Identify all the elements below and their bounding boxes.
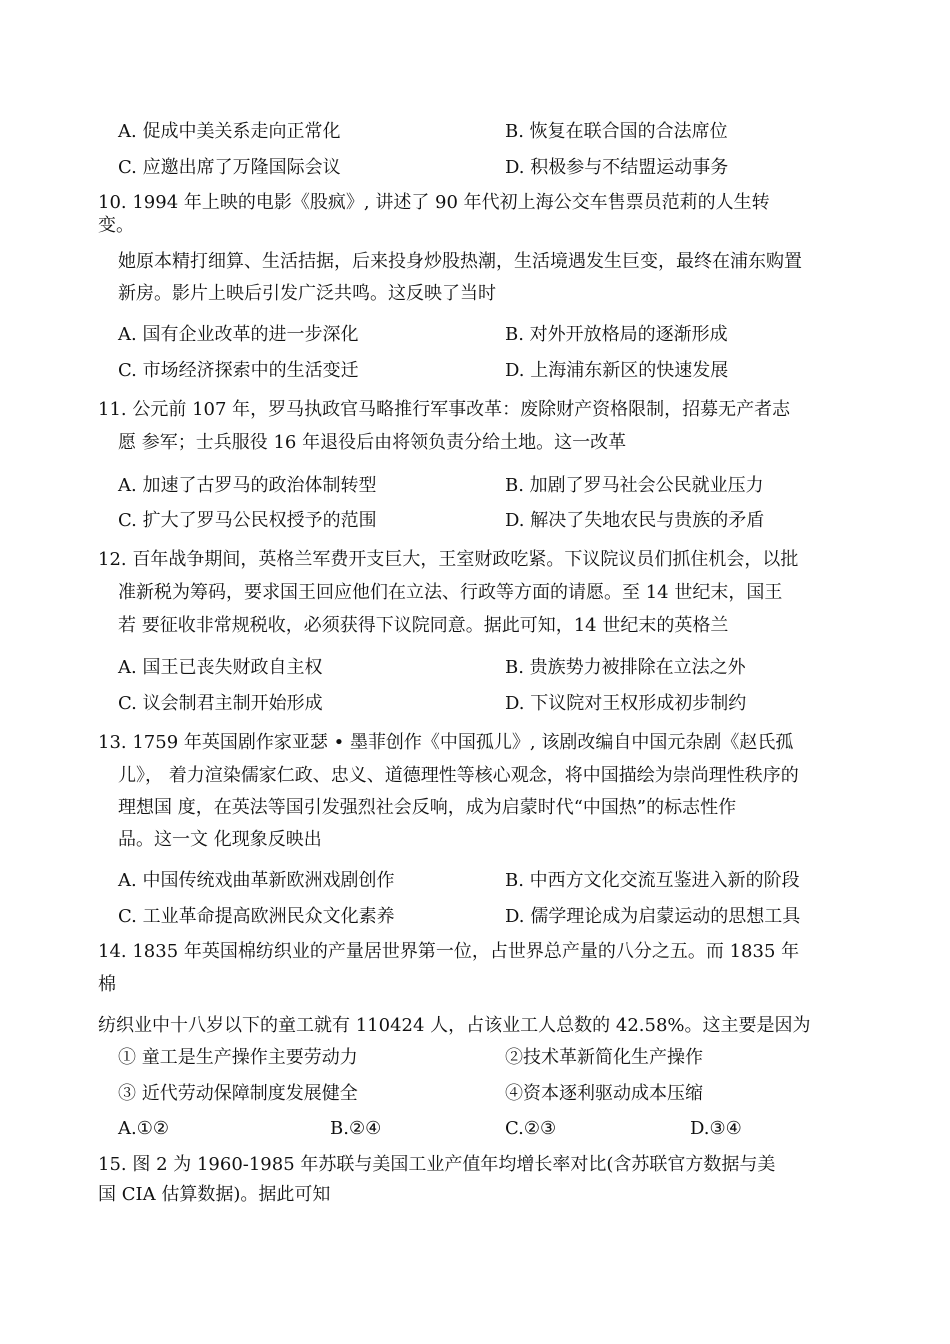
q11-option-d: D. 解决了失地农民与贵族的矛盾 <box>505 510 765 531</box>
q11-stem-line-2: 愿 参军；士兵服役 16 年退役后由将领负责分给土地。这一改革 <box>118 432 627 453</box>
q12-stem-line-2: 准新税为筹码，要求国王回应他们在立法、行政等方面的请愿。至 14 世纪末，国王 <box>118 582 783 603</box>
q14-option-a: A.①② <box>118 1118 169 1139</box>
q9-option-a: A. 促成中美关系走向正常化 <box>118 121 341 142</box>
q10-stem-line-2: 变。 <box>98 215 134 236</box>
q11-stem-line-1: 11. 公元前 107 年，罗马执政官马略推行军事改革：废除财产资格限制，招募无产者志 <box>98 399 791 420</box>
q14-option-b: B.②④ <box>330 1118 382 1139</box>
q13-stem-line-4: 品。这一文 化现象反映出 <box>118 829 322 850</box>
q11-option-c: C. 扩大了罗马公民权授予的范围 <box>118 510 377 531</box>
q9-option-b: B. 恢复在联合国的合法席位 <box>505 121 728 142</box>
q12-stem-line-3: 若 要征收非常规税收，必须获得下议院同意。据此可知，14 世纪末的英格兰 <box>118 615 729 636</box>
q12-option-c: C. 议会制君主制开始形成 <box>118 693 323 714</box>
q13-option-d: D. 儒学理论成为启蒙运动的思想工具 <box>505 906 801 927</box>
q12-option-a: A. 国王已丧失财政自主权 <box>118 657 323 678</box>
q10-stem-line-1: 10. 1994 年上映的电影《股疯》, 讲述了 90 年代初上海公交车售票员范莉的人生转 <box>98 192 770 213</box>
q10-stem-line-4: 新房。影片上映后引发广泛共鸣。这反映了当时 <box>118 283 496 304</box>
q12-stem-line-1: 12. 百年战争期间，英格兰军费开支巨大，王室财政吃紧。下议院议员们抓住机会，以批 <box>98 549 799 570</box>
q9-option-d: D. 积极参与不结盟运动事务 <box>505 157 729 178</box>
q14-option-c: C.②③ <box>505 1118 557 1139</box>
q14-option-d: D.③④ <box>690 1118 742 1139</box>
q13-stem-line-1: 13. 1759 年英国剧作家亚瑟 • 墨菲创作《中国孤儿》, 该剧改编自中国元杂剧《赵氏孤 <box>98 732 794 753</box>
q10-stem-line-3: 她原本精打细算、生活拮据，后来投身炒股热潮，生活境遇发生巨变，最终在浦东购置 <box>118 251 802 272</box>
q15-stem-line-1: 15. 图 2 为 1960-1985 年苏联与美国工业产值年均增长率对比(含苏联官方数据与美 <box>98 1154 776 1175</box>
q14-item-3: ③ 近代劳动保障制度发展健全 <box>118 1083 358 1104</box>
q15-stem-line-2: 国 CIA 估算数据)。据此可知 <box>98 1184 331 1205</box>
q14-item-1: ① 童工是生产操作主要劳动力 <box>118 1047 358 1068</box>
q11-option-b: B. 加剧了罗马社会公民就业压力 <box>505 475 764 496</box>
q13-stem-line-2: 儿》， 着力渲染儒家仁政、忠义、道德理性等核心观念，将中国描绘为崇尚理性秩序的 <box>118 765 799 786</box>
q13-option-a: A. 中国传统戏曲革新欧洲戏剧创作 <box>118 870 395 891</box>
q13-option-c: C. 工业革命提高欧洲民众文化素养 <box>118 906 395 927</box>
q14-item-2: ②技术革新简化生产操作 <box>505 1047 703 1068</box>
q14-item-4: ④资本逐利驱动成本压缩 <box>505 1083 703 1104</box>
q9-option-c: C. 应邀出席了万隆国际会议 <box>118 157 341 178</box>
q10-option-c: C. 市场经济探索中的生活变迁 <box>118 360 359 381</box>
q12-option-d: D. 下议院对王权形成初步制约 <box>505 693 747 714</box>
q10-option-a: A. 国有企业改革的进一步深化 <box>118 324 359 345</box>
q14-stem-line-3: 纺织业中十八岁以下的童工就有 110424 人，占该业工人总数的 42.58%。这主要是因为 <box>98 1015 811 1036</box>
q10-option-d: D. 上海浦东新区的快速发展 <box>505 360 729 381</box>
q13-stem-line-3: 理想国 度，在英法等国引发强烈社会反响，成为启蒙时代“中国热”的标志性作 <box>118 797 737 818</box>
q11-option-a: A. 加速了古罗马的政治体制转型 <box>118 475 377 496</box>
q14-stem-line-2: 棉 <box>98 974 116 995</box>
q12-option-b: B. 贵族势力被排除在立法之外 <box>505 657 746 678</box>
q13-option-b: B. 中西方文化交流互鉴进入新的阶段 <box>505 870 800 891</box>
q10-option-b: B. 对外开放格局的逐渐形成 <box>505 324 728 345</box>
q14-stem-line-1: 14. 1835 年英国棉纺织业的产量居世界第一位，占世界总产量的八分之五。而 1835 年 <box>98 941 800 962</box>
